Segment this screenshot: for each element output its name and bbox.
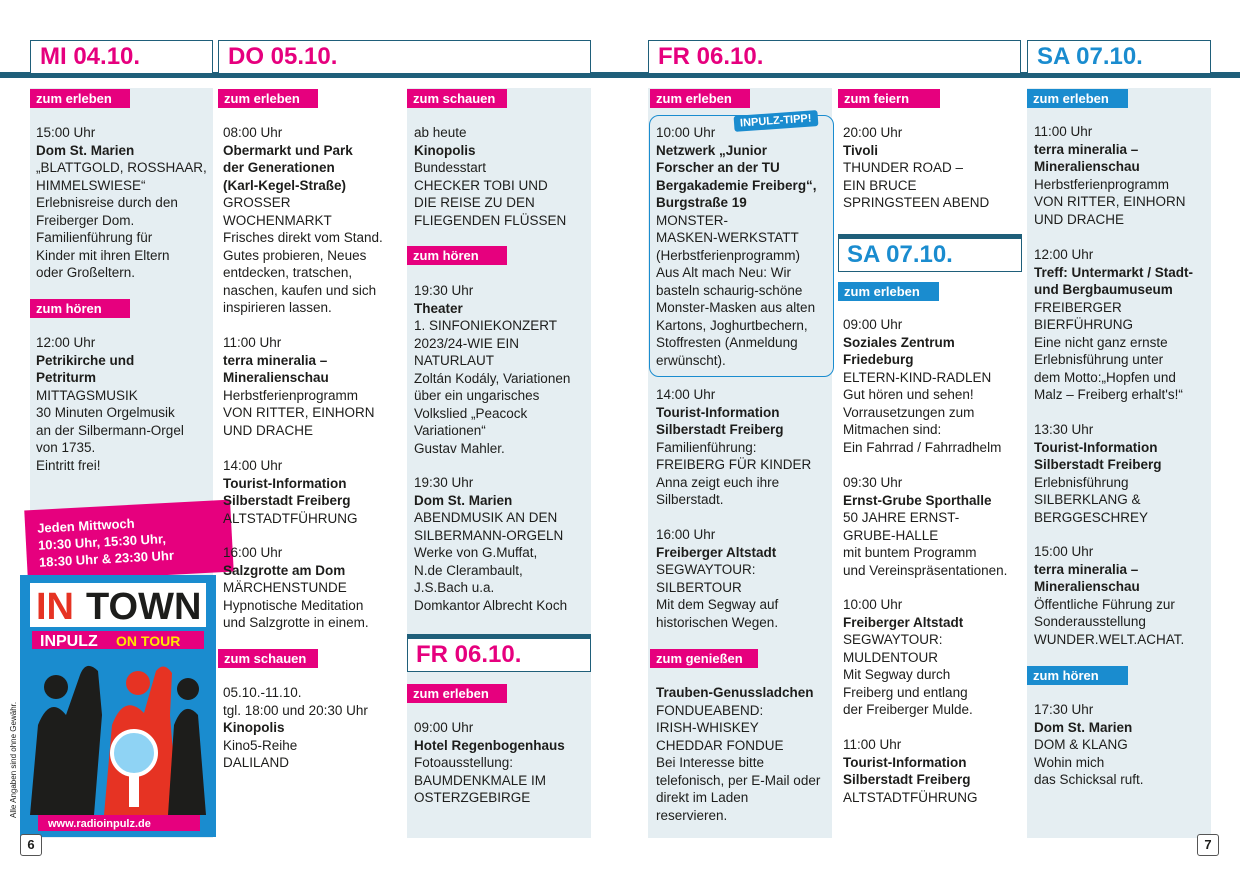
event-do-4: 16:00 Uhr Salzgrotte am Dom MÄRCHENSTUNDE Hypnotische Meditation und Salzgrotte in einem.	[223, 545, 369, 630]
day-subheader-fr: FR 06.10.	[407, 634, 591, 672]
tag-zum-erleben: zum erleben	[1027, 89, 1128, 108]
event-do-5: 05.10.-11.10. tgl. 18:00 und 20:30 Uhr Kinopolis Kino5-Reihe DALILAND	[223, 685, 368, 770]
tag-zum-erleben: zum erleben	[838, 282, 939, 301]
tag-zum-erleben: zum erleben	[407, 684, 507, 703]
tag-zum-hoeren: zum hören	[30, 299, 130, 318]
event-fr-5: 20:00 Uhr Tivoli THUNDER ROAD – EIN BRUCE SPRINGSTEEN ABEND	[843, 125, 990, 210]
tag-zum-geniessen: zum genießen	[650, 649, 758, 668]
event-mi-2: 12:00 Uhr Petrikirche und Petriturm MITTAGSMUSIK 30 Minuten Orgelmusik an der Silbermann-Orgel von 1735. Eintritt frei!	[36, 335, 184, 473]
tag-zum-hoeren: zum hören	[1027, 666, 1128, 685]
event-fr-2: 14:00 Uhr Tourist-Information Silberstadt Freiberg Familienführung: FREIBERG FÜR KINDER Anna zeigt euch ihre Silberstadt.	[656, 387, 812, 507]
microphone-handle-icon	[129, 773, 139, 807]
ad-brand-tour: ON TOUR	[116, 633, 181, 649]
intown-advertisement	[20, 505, 216, 837]
silhouette-head-icon	[44, 675, 68, 699]
microphone-icon	[112, 731, 156, 775]
tag-zum-erleben: zum erleben	[30, 89, 130, 108]
silhouette-red-head-icon	[126, 671, 150, 695]
page-number-left: 6	[20, 834, 42, 856]
ad-card	[20, 575, 216, 837]
ad-brand-sub: INPULZ	[40, 633, 98, 650]
event-sa-4: 11:00 Uhr Tourist-Information Silberstadt Freiberg ALTSTADTFÜHRUNG	[843, 737, 978, 805]
ad-schedule-banner: Jeden Mittwoch 10:30 Uhr, 15:30 Uhr, 18:30 Uhr & 23:30 Uhr	[24, 500, 233, 583]
ad-url: www.radioinpulz.de	[48, 818, 151, 830]
tag-zum-feiern: zum feiern	[838, 89, 940, 108]
silhouette-right-head-icon	[177, 678, 199, 700]
event-sa-8: 15:00 Uhr terra mineralia – Mineralienschau Öffentliche Führung zur Sonderausstellung WUNDER.WELT.ACHAT.	[1034, 544, 1185, 647]
tag-zum-erleben: zum erleben	[218, 89, 318, 108]
event-sa-9: 17:30 Uhr Dom St. Marien DOM & KLANG Wohin mich das Schicksal ruft.	[1034, 702, 1144, 787]
event-fr-1: 10:00 Uhr Netzwerk „Junior Forscher an der TU Bergakademie Freiberg“, Burgstraße 19 MONSTER- MASKEN-WERKSTATT (Herbstferienprogramm) Aus Alt mach Neu: Wir basteln schaurig-schöne Monster-Masken aus alten Kartons, Joghurtbechern, Stoffresten (Anmeldung erwünscht).	[656, 125, 817, 368]
event-sa-1: 09:00 Uhr Soziales Zentrum Friedeburg ELTERN-KIND-RADLEN Gut hören und sehen! Vorrausetzungen zum Mitmachen sind: Ein Fahrrad / Fahrradhelm	[843, 317, 1002, 455]
event-fr-hotel: 09:00 Uhr Hotel Regenbogenhaus Fotoausstellung: BAUMDENKMALE IM OSTERZGEBIRGE	[414, 720, 565, 805]
day-header-fr: FR 06.10.	[648, 40, 1021, 74]
event-sa-3: 10:00 Uhr Freiberger Altstadt SEGWAYTOUR: MULDENTOUR Mit Segway durch Freiberg und entlang der Freiberger Mulde.	[843, 597, 973, 717]
ad-brand-town: TOWN	[86, 586, 202, 628]
inpulz-tipp-badge: INPULZ-TIPP!	[734, 110, 818, 132]
event-sa-5: 11:00 Uhr terra mineralia – Mineralienschau Herbstferienprogramm VON RITTER, EINHORN UND DRACHE	[1034, 124, 1186, 227]
day-header-do: DO 05.10.	[218, 40, 591, 74]
tag-zum-erleben: zum erleben	[650, 89, 750, 108]
ad-illustration	[20, 575, 216, 837]
event-do-6: ab heute Kinopolis Bundesstart CHECKER TOBI UND DIE REISE ZU DEN FLIEGENDEN FLÜSSEN	[414, 125, 567, 228]
event-do-7: 19:30 Uhr Theater 1. SINFONIEKONZERT 2023/24-WIE EIN NATURLAUT Zoltán Kodály, Variationen über ein ungarisches Volkslied „Peacock Variationen“ Gustav Mahler.	[414, 283, 571, 456]
event-fr-3: 16:00 Uhr Freiberger Altstadt SEGWAYTOUR: SILBERTOUR Mit dem Segway auf historischen Wegen.	[656, 527, 779, 630]
event-sa-7: 13:30 Uhr Tourist-Information Silberstadt Freiberg Erlebnisführung SILBERKLANG & BERGGESCHREY	[1034, 422, 1162, 525]
disclaimer-text: Alle Angaben sind ohne Gewähr.	[9, 701, 18, 818]
tag-zum-schauen: zum schauen	[407, 89, 507, 108]
tag-zum-hoeren: zum hören	[407, 246, 507, 265]
page-number-right: 7	[1197, 834, 1219, 856]
ad-brand-in: IN	[36, 586, 74, 628]
event-sa-2: 09:30 Uhr Ernst-Grube Sporthalle 50 JAHRE ERNST- GRUBE-HALLE mit buntem Programm und Vereinspräsentationen.	[843, 475, 1008, 578]
day-header-mi: MI 04.10.	[30, 40, 213, 74]
day-subheader-sa: SA 07.10.	[838, 234, 1022, 272]
event-sa-6: 12:00 Uhr Treff: Untermarkt / Stadt- und Bergbaumuseum FREIBERGER BIERFÜHRUNG Eine nicht ganz ernste Erlebnisführung unter dem Motto:„Hopfen und Malz – Freiberg erhalt's!“	[1034, 247, 1194, 402]
tag-zum-schauen: zum schauen	[218, 649, 318, 668]
event-do-1: 08:00 Uhr Obermarkt und Park der Generationen (Karl-Kegel-Straße) GROSSER WOCHENMARKT Frisches direkt vom Stand. Gutes probieren, Neues entdecken, tratschen, naschen, kaufen und sich inspirieren lassen.	[223, 125, 383, 315]
event-mi-1: 15:00 Uhr Dom St. Marien „BLATTGOLD, ROSSHAAR, HIMMELSWIESE“ Erlebnisreise durch den Freiberger Dom. Familienführung für Kinder mit ihren Eltern oder Großeltern.	[36, 125, 207, 280]
event-do-2: 11:00 Uhr terra mineralia – Mineralienschau Herbstferienprogramm VON RITTER, EINHORN UND DRACHE	[223, 335, 375, 438]
event-do-8: 19:30 Uhr Dom St. Marien ABENDMUSIK AN DEN SILBERMANN-ORGELN Werke von G.Muffat, N.de Clerambault, J.S.Bach u.a. Domkantor Albrecht Koch	[414, 475, 568, 613]
event-do-3: 14:00 Uhr Tourist-Information Silberstadt Freiberg ALTSTADTFÜHRUNG	[223, 458, 358, 526]
day-header-sa: SA 07.10.	[1027, 40, 1211, 74]
event-fr-4: Trauben-Genussladchen FONDUEABEND: IRISH-WHISKEY CHEDDAR FONDUE Bei Interesse bitte telefonisch, per E-Mail oder direkt im Laden reservieren.	[656, 685, 821, 823]
